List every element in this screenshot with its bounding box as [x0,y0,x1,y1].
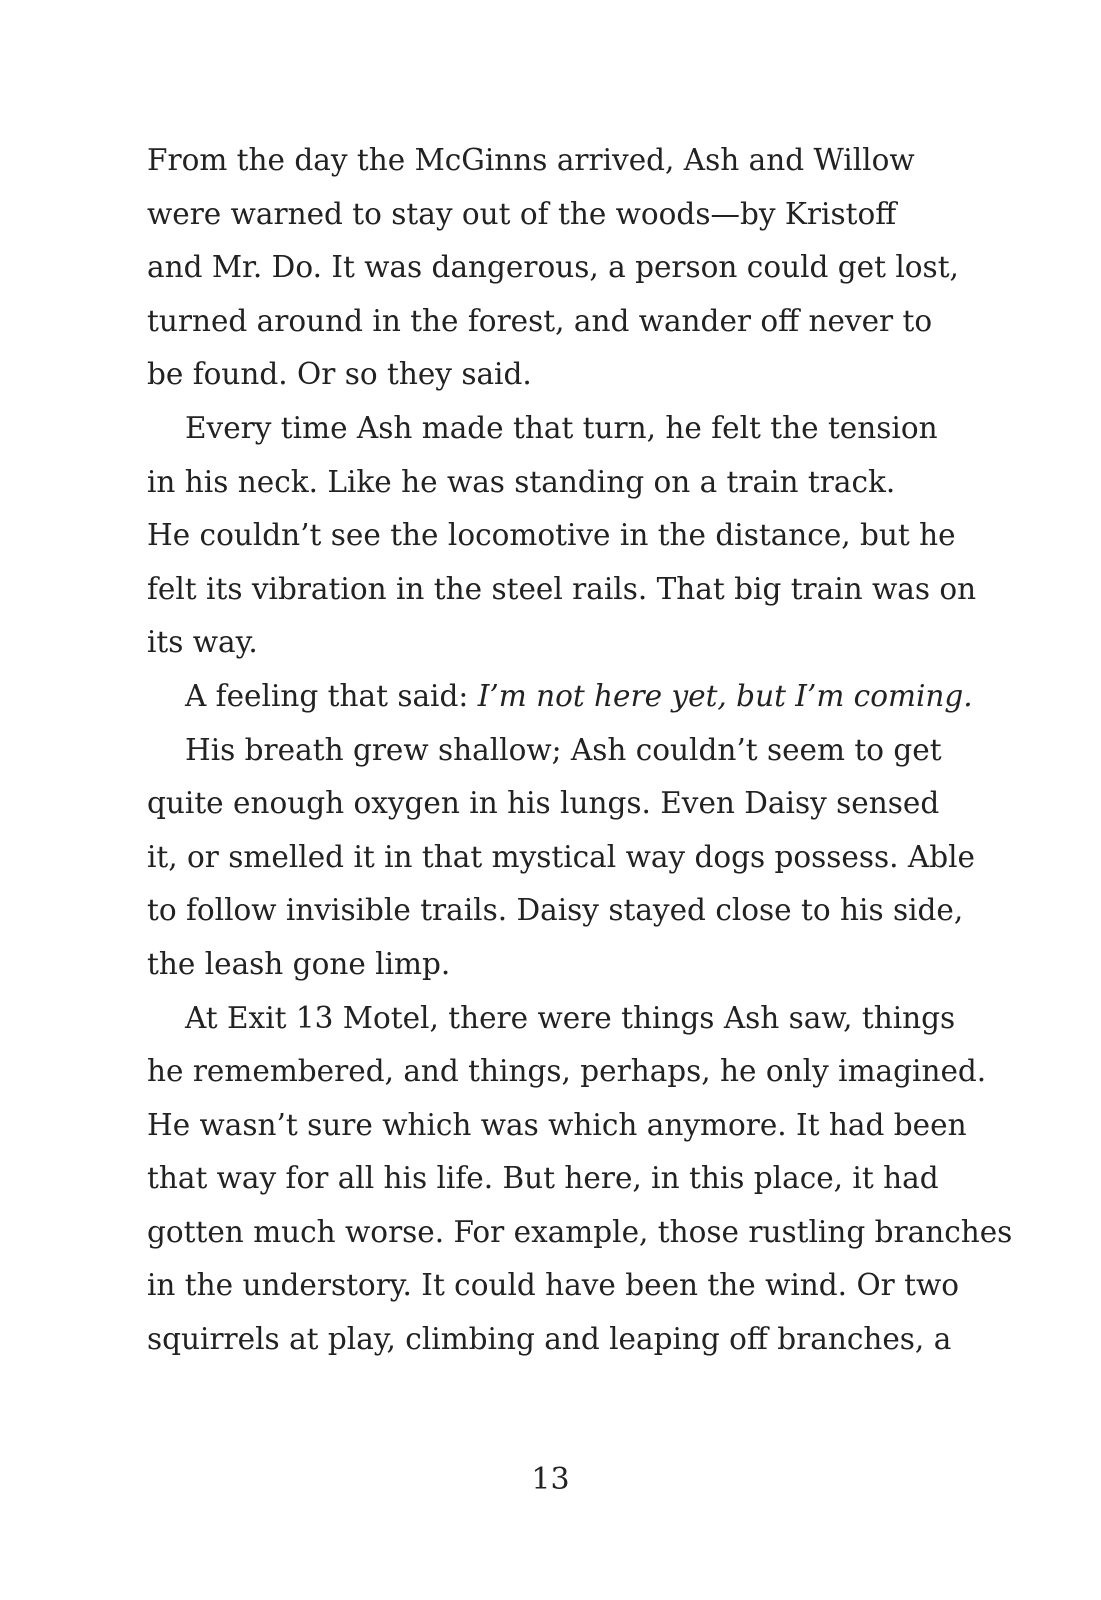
text-line: were warned to stay out of the woods—by Kristoff [147,196,897,231]
text-line: in his neck. Like he was standing on a train track. [147,464,896,499]
text-line: to follow invisible trails. Daisy stayed close to his side, [147,893,964,928]
text-line: He couldn’t see the locomotive in the distance, but he [147,518,956,553]
text-line: felt its vibration in the steel rails. That big train was on [147,571,977,606]
text-line: quite enough oxygen in his lungs. Even Daisy sensed [147,786,940,821]
italic-text: I’m not here yet, but I’m coming. [477,678,973,713]
text-line: His breath grew shallow; Ash couldn’t seem to get [185,732,942,767]
text-line: it, or smelled it in that mystical way dogs possess. Able [147,839,976,874]
text-line: that way for all his life. But here, in this place, it had [147,1161,939,1196]
text-line: squirrels at play, climbing and leaping off branches, a [147,1322,952,1357]
text-line: At Exit 13 Motel, there were things Ash saw, things [185,1000,956,1035]
page-number: 13 [531,1462,570,1497]
text-line: and Mr. Do. It was dangerous, a person could get lost, [147,250,959,285]
plain-text: A feeling that said: [185,678,478,713]
text-line: he remembered, and things, perhaps, he only imagined. [147,1054,987,1089]
body-text [147,134,1013,1367]
text-line [147,670,973,724]
text-line: be found. Or so they said. [147,357,532,392]
text-line: in the understory. It could have been the wind. Or two [147,1268,959,1303]
text-line: From the day the McGinns arrived, Ash and Willow [147,143,915,177]
text-line: Every time Ash made that turn, he felt the tension [185,410,938,445]
text-line: gotten much worse. For example, those rustling branches [147,1214,1013,1249]
text-line: turned around in the forest, and wander off never to [147,303,933,338]
text-line: He wasn’t sure which was which anymore. It had been [147,1107,967,1142]
text-line: the leash gone limp. [147,946,451,981]
text-line: its way. [147,625,258,660]
